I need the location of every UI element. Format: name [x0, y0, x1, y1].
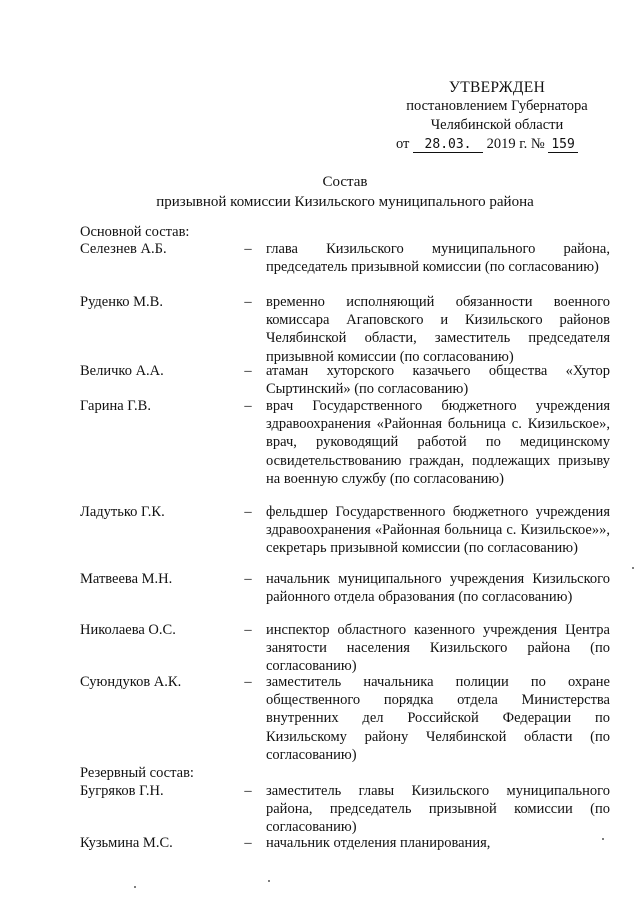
member-name: Бугряков Г.Н.: [80, 783, 164, 799]
scan-speck: [268, 880, 270, 882]
member-name: Матвеева М.Н.: [80, 571, 173, 587]
dash: –: [244, 622, 252, 638]
approval-line-2: Челябинской области: [430, 117, 564, 133]
dash: –: [244, 504, 252, 520]
approval-block: [392, 78, 602, 154]
document-title: [80, 172, 610, 212]
main-section-label: Основной состав:: [80, 224, 190, 240]
date-prefix: от: [396, 136, 410, 152]
member-name: Кузьмина М.С.: [80, 835, 173, 851]
reserve-section-label: Резервный состав:: [80, 765, 194, 781]
member-duty: заместитель главы Кизильского муниципального района, председатель призывной комиссии (по согласованию): [266, 783, 610, 836]
member-duty: заместитель начальника полиции по охране общественного порядка отдела Министерства внутренних дел Российской Федерации по Кизильскому району Челябинской области (по согласованию): [266, 674, 610, 763]
member-duty: начальник отделения планирования,: [266, 835, 491, 851]
dash: –: [244, 783, 252, 799]
title-line-2: призывной комиссии Кизильского муниципального района: [156, 194, 534, 210]
approval-line-1: постановлением Губернатора: [406, 98, 588, 114]
handwritten-date: 28.03.: [413, 137, 483, 153]
dash: –: [244, 571, 252, 587]
dash: –: [244, 398, 252, 414]
approval-date-line: [392, 135, 602, 154]
member-name: Селезнев А.Б.: [80, 241, 167, 257]
dash: –: [244, 835, 252, 851]
dash: –: [244, 674, 252, 690]
member-duty: врач Государственного бюджетного учреждения здравоохранения «Районная больница с. Кизильское», врач, руководящий работой по медицинскому освидетельствованию граждан, подлежащих призыву на военную службу (по согласованию): [266, 398, 610, 487]
dash: –: [244, 241, 252, 257]
member-duty: глава Кизильского муниципального района, председатель призывной комиссии (по согласованию): [266, 241, 610, 276]
year-text: 2019 г. №: [486, 136, 545, 152]
approval-heading: УТВЕРЖДЕН: [448, 79, 546, 96]
handwritten-number: 159: [548, 137, 577, 153]
scan-speck: [602, 838, 604, 840]
member-duty: начальник муниципального учреждения Кизильского районного отдела образования (по согласованию): [266, 571, 610, 606]
member-name: Величко А.А.: [80, 363, 164, 379]
scan-speck: [134, 886, 136, 888]
member-duty: временно исполняющий обязанности военного комиссара Агаповского и Кизильского районов Челябинской области, заместитель председателя призывной комиссии (по согласованию): [266, 294, 610, 365]
member-name: Ладутько Г.К.: [80, 504, 165, 520]
member-name: Николаева О.С.: [80, 622, 176, 638]
member-duty: атаман хуторского казачьего общества «Хутор Сыртинский» (по согласованию): [266, 363, 610, 398]
dash: –: [244, 363, 252, 379]
title-line-1: Состав: [322, 174, 368, 190]
dash: –: [244, 294, 252, 310]
member-duty: инспектор областного казенного учреждения Центра занятости населения Кизильского района (по согласованию): [266, 622, 610, 675]
scan-speck: [632, 567, 634, 569]
member-name: Суюндуков А.К.: [80, 674, 182, 690]
member-name: Гарина Г.В.: [80, 398, 151, 414]
member-duty: фельдшер Государственного бюджетного учреждения здравоохранения «Районная больница с. Кизильское»», секретарь призывной комиссии (по согласованию): [266, 504, 610, 557]
member-name: Руденко М.В.: [80, 294, 163, 310]
